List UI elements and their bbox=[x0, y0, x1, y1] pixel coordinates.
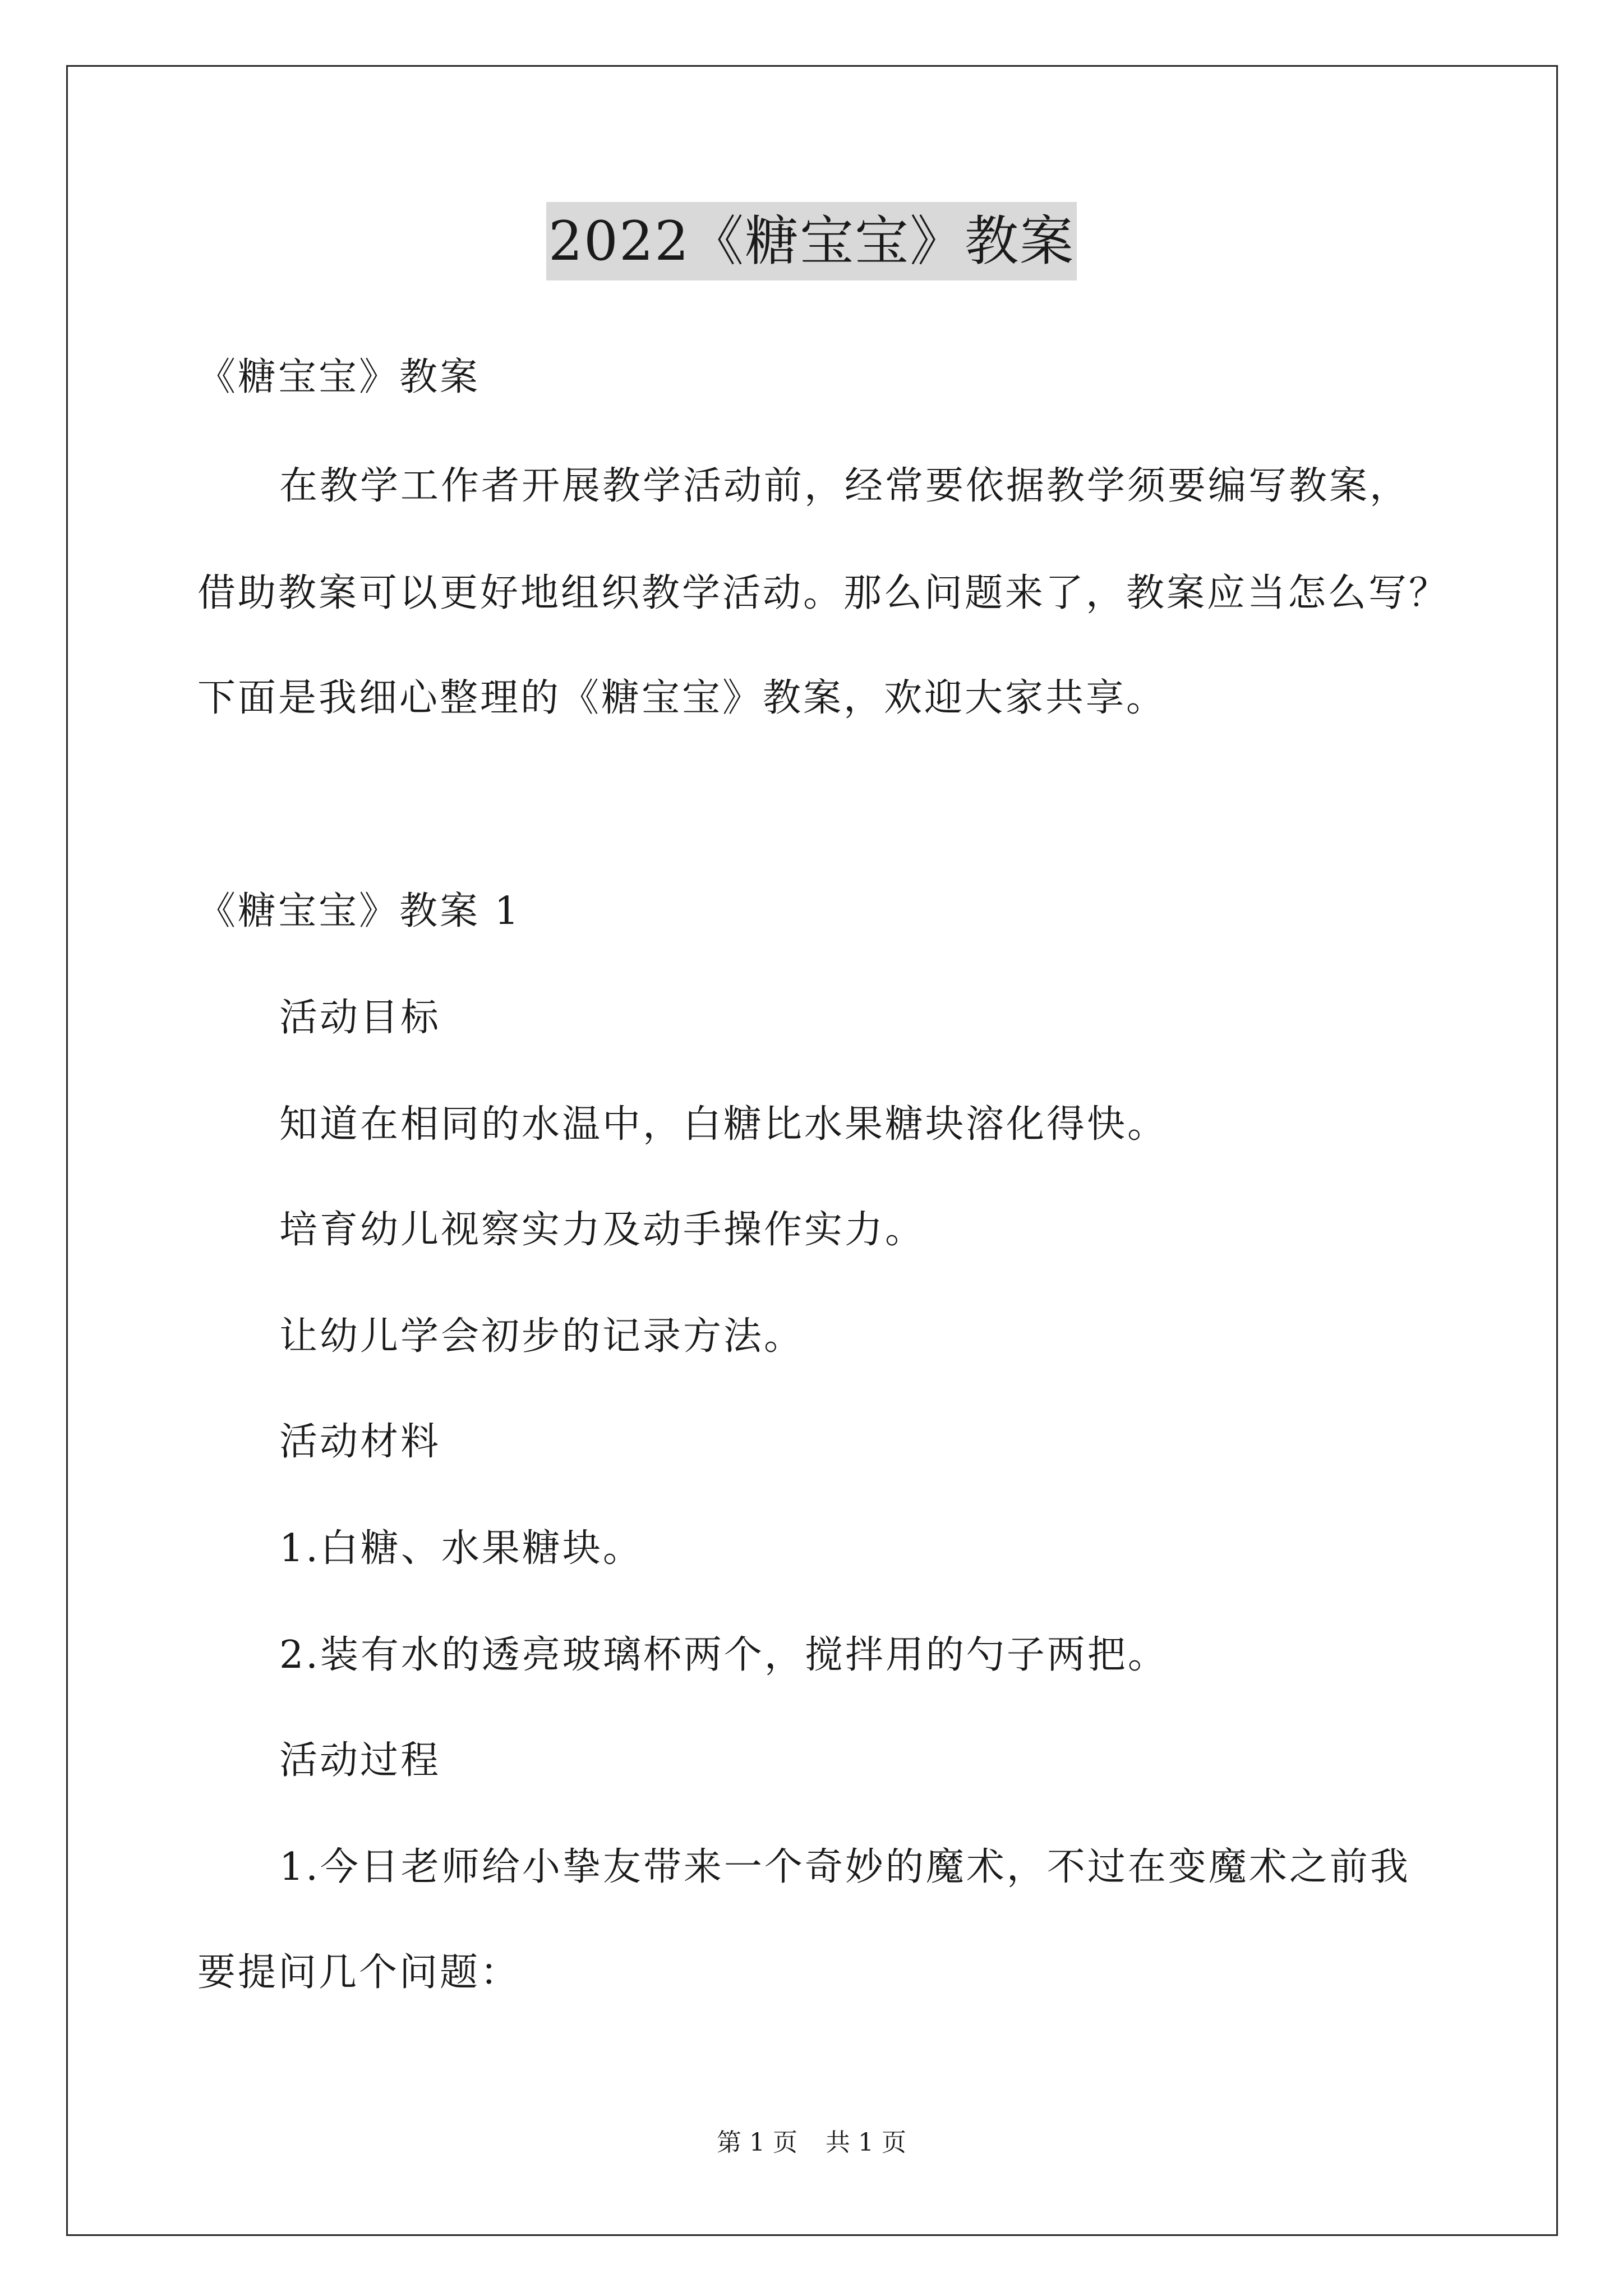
body-line-6: 1.白糖、水果糖块。 bbox=[279, 1526, 643, 1571]
intro-line-3: 下面是我细心整理的《糖宝宝》教案，欢迎大家共享。 bbox=[197, 676, 1167, 720]
document-title: 2022《糖宝宝》教案 bbox=[546, 202, 1077, 280]
body-line-5: 活动材料 bbox=[279, 1420, 441, 1464]
intro-line-1: 在教学工作者开展教学活动前，经常要依据教学须要编写教案， bbox=[279, 464, 1410, 508]
intro-line-2: 借助教案可以更好地组织教学活动。那么问题来了，教案应当怎么写？ bbox=[197, 571, 1450, 615]
page-total: 共 1 页 bbox=[826, 2128, 906, 2157]
section-heading: 《糖宝宝》教案 1 bbox=[197, 889, 521, 933]
body-line-4: 让幼儿学会初步的记录方法。 bbox=[279, 1314, 805, 1359]
body-line-9: 1.今日老师给小挚友带来一个奇妙的魔术，不过在变魔术之前我 bbox=[279, 1845, 1410, 1889]
body-line-7: 2.装有水的透亮玻璃杯两个，搅拌用的勺子两把。 bbox=[279, 1633, 1168, 1677]
title-container bbox=[0, 202, 1623, 280]
body-line-2: 知道在相同的水温中，白糖比水果糖块溶化得快。 bbox=[279, 1102, 1168, 1147]
body-line-3: 培育幼儿视察实力及动手操作实力。 bbox=[279, 1208, 926, 1252]
continuation-line: 要提问几个问题： bbox=[197, 1950, 521, 1995]
body-line-1: 活动目标 bbox=[279, 996, 441, 1040]
page-number: 第 1 页 bbox=[717, 2128, 797, 2157]
subtitle: 《糖宝宝》教案 bbox=[197, 355, 481, 399]
page-footer bbox=[0, 2126, 1623, 2160]
body-line-8: 活动过程 bbox=[279, 1738, 441, 1783]
